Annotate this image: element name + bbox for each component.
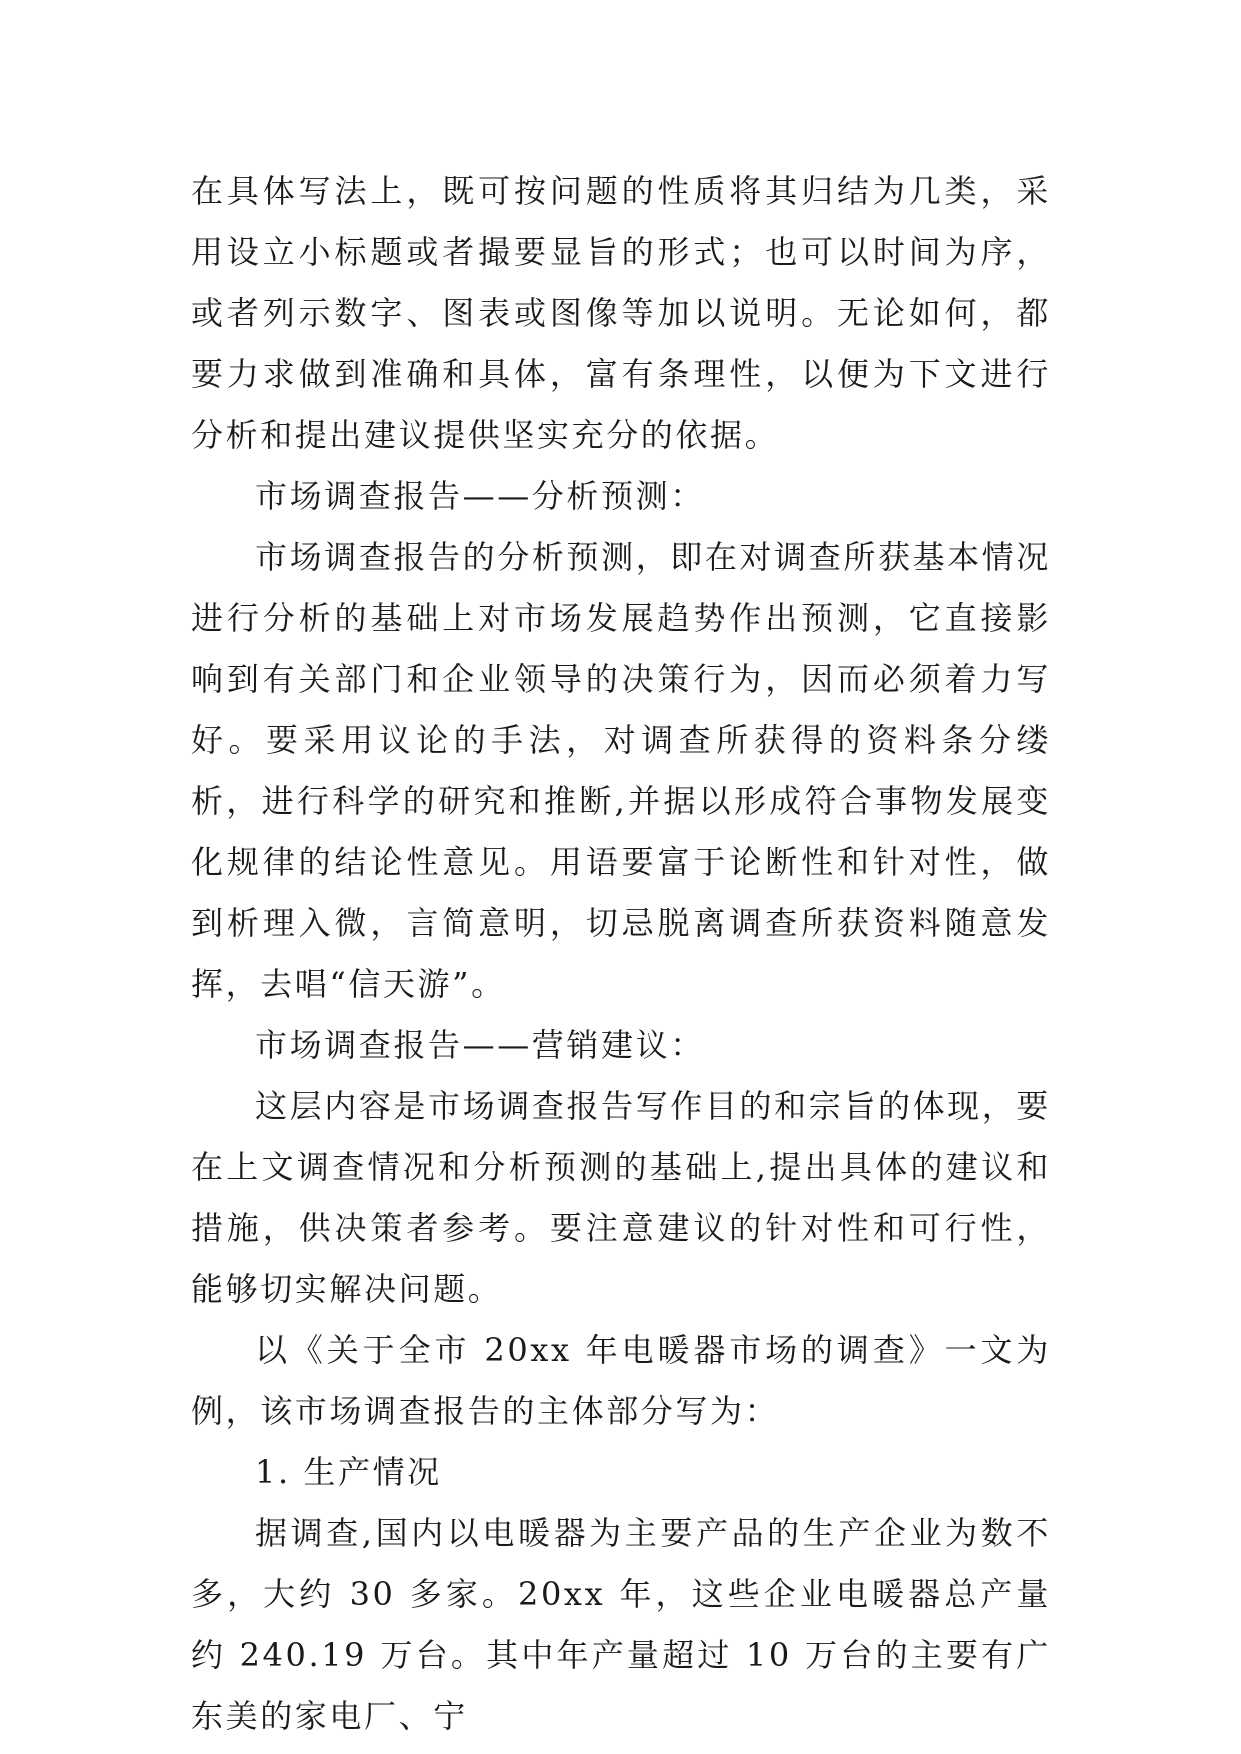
paragraph-marketing-advice: 这层内容是市场调查报告写作目的和宗旨的体现，要在上文调查情况和分析预测的基础上,提出具体的建议和措施，供决策者参考。要注意建议的针对性和可行性，能够切实解决问题。: [191, 1087, 1051, 1308]
paragraph-analysis-forecast: 市场调查报告的分析预测，即在对调查所获基本情况进行分析的基础上对市场发展趋势作出预测，它直接影响到有关部门和企业领导的决策行为，因而必须着力写好。要采用议论的手法，对调查所获得的资料条分缕析，进行科学的研究和推断,并据以形成符合事物发展变化规律的结论性意见。用语要富于论断性和针对性，做到析理入微，言简意明，切忌脱离调查所获资料随意发挥，去唱“信天游”。: [191, 538, 1051, 1003]
section-heading-production: 1. 生产情况: [255, 1453, 442, 1491]
paragraph-example-intro: 以《关于全市 20xx 年电暖器市场的调查》一文为例，该市场调查报告的主体部分写为：: [191, 1331, 1051, 1430]
paragraph-writing-method: 在具体写法上，既可按问题的性质将其归结为几类，采用设立小标题或者撮要显旨的形式；也可以时间为序，或者列示数字、图表或图像等加以说明。无论如何，都要力求做到准确和具体，富有条理性，以便为下文进行分析和提出建议提供坚实充分的依据。: [191, 172, 1051, 454]
section-heading-marketing-advice: 市场调查报告——营销建议：: [255, 1026, 705, 1064]
section-heading-analysis-forecast: 市场调查报告——分析预测：: [255, 477, 705, 515]
document-body: [191, 161, 1051, 1747]
paragraph-production: 据调查,国内以电暖器为主要产品的生产企业为数不多，大约 30 多家。20xx 年，这些企业电暖器总产量约 240.19 万台。其中年产量超过 10 万台的主要有广东美的家电厂、宁: [191, 1514, 1051, 1735]
